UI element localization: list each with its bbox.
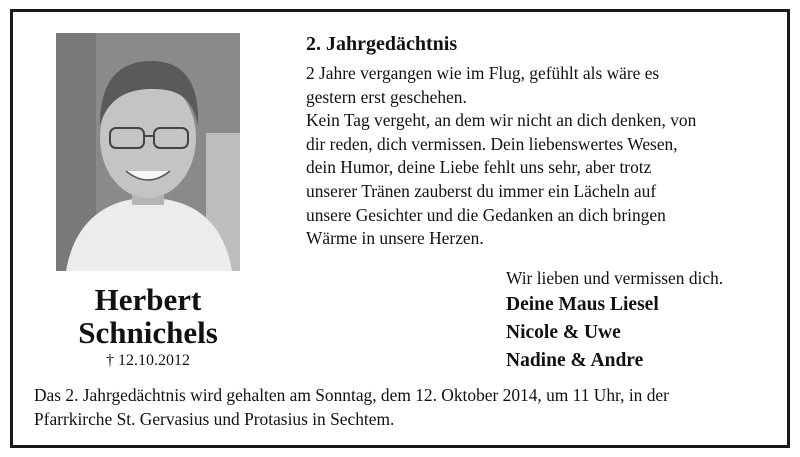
memorial-heading: 2. Jahrgedächtnis — [306, 33, 458, 55]
portrait-photo — [56, 33, 240, 271]
signer: Nadine & Andre — [506, 350, 644, 371]
poem-line: unsere Gesichter und die Gedanken an dich bringen — [306, 204, 666, 225]
deceased-last-name: Schnichels — [78, 315, 218, 350]
poem-line: 2 Jahre vergangen wie im Flug, gefühlt als wäre es — [306, 63, 660, 83]
poem-line: Wärme in unsere Herzen. — [306, 228, 484, 249]
poem-line: Kein Tag vergeht, an dem wir nicht an dich denken, von — [306, 110, 697, 131]
signer: Nicole & Uwe — [506, 322, 621, 343]
footer-line: Pfarrkirche St. Gervasius und Protasius in Sechtem. — [34, 408, 395, 429]
footer-line: Das 2. Jahrgedächtnis wird gehalten am Sonntag, dem 12. Oktober 2014, um 11 Uhr, in der — [34, 385, 669, 405]
death-date: † 12.10.2012 — [106, 352, 190, 369]
poem-line: gestern erst geschehen. — [306, 86, 467, 107]
memorial-poem — [306, 62, 776, 251]
poem-line: dein Humor, deine Liebe fehlt uns sehr, aber trotz — [306, 157, 652, 178]
portrait-photo-icon — [56, 33, 240, 271]
poem-line: dir reden, dich vermissen. Dein liebenswertes Wesen, — [306, 133, 678, 154]
closing-line: Wir lieben und vermissen dich. — [506, 268, 724, 288]
service-announcement — [34, 384, 774, 431]
signers-list — [506, 291, 659, 375]
signer: Deine Maus Liesel — [506, 294, 659, 315]
deceased-first-name: Herbert — [94, 282, 202, 317]
poem-line: unserer Tränen zauberst du immer ein Lächeln auf — [306, 180, 657, 201]
